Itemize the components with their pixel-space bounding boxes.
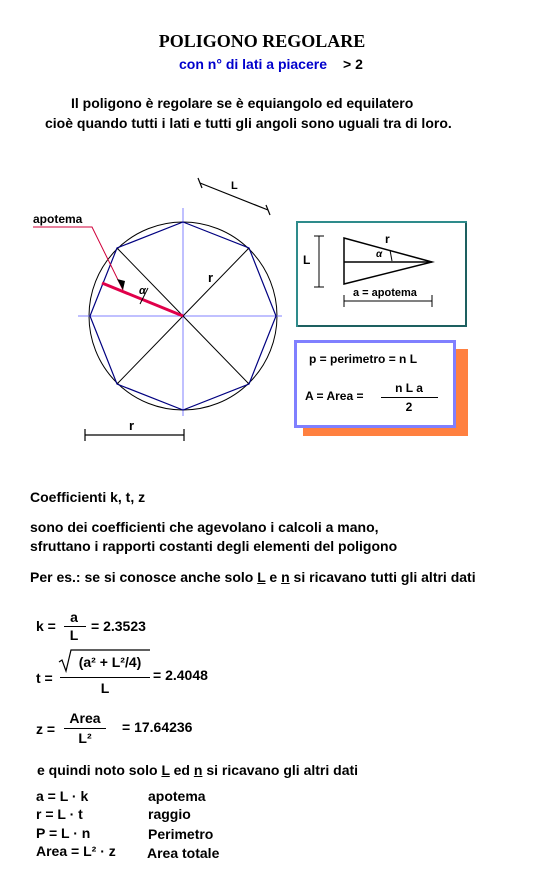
z-denominator: L² — [78, 730, 92, 746]
triangle-alpha-label: α — [376, 249, 383, 260]
page-title: POLIGONO REGOLARE — [158, 31, 366, 51]
area-formula-prefix: A = Area = — [305, 389, 364, 403]
t-value: = 2.4048 — [153, 667, 208, 683]
apotema-label: apotema — [33, 212, 83, 226]
area-formula-denominator: 2 — [405, 400, 413, 414]
conclusion-line: e quindi noto solo L ed n si ricavano gli altri dati — [37, 762, 359, 778]
t-fraction-line — [60, 677, 150, 678]
result-area-formula: Area = L² · z — [36, 843, 116, 859]
result-perimetro-formula: P = L · n — [36, 825, 91, 841]
alpha-label: α — [139, 285, 146, 297]
k-numerator: a — [70, 609, 78, 625]
subtitle-rest: > 2 — [343, 56, 363, 72]
radius-r-label: r — [208, 270, 214, 285]
result-apotema-name: apotema — [148, 788, 206, 804]
result-area-name: Area totale — [147, 845, 220, 861]
triangle-a-label: a = apotema — [353, 287, 417, 299]
radius-bottom-label: r — [129, 418, 135, 433]
z-fraction-line — [64, 728, 106, 729]
k-lhs: k = — [36, 618, 56, 634]
t-lhs: t = — [36, 670, 53, 686]
k-value: = 2.3523 — [91, 618, 146, 634]
t-denominator: L — [100, 680, 110, 696]
z-lhs: z = — [36, 721, 56, 737]
triangle-box — [294, 219, 470, 329]
subtitle-blue: con n° di lati a piacere — [179, 56, 327, 72]
description-line-1: sono dei coefficienti che agevolano i calcoli a mano, — [30, 519, 379, 535]
k-denominator: L — [69, 627, 79, 643]
example-line: Per es.: se si conosce anche solo L e n si ricavano tutti gli altri dati — [30, 569, 476, 585]
result-raggio-formula: r = L · t — [36, 806, 83, 822]
section-heading: Coefficienti k, t, z — [30, 489, 146, 505]
area-formula-fraction-line — [381, 397, 438, 398]
side-L-label: L — [231, 180, 238, 192]
apotema-leader — [33, 227, 123, 290]
intro-line-2: cioè quando tutti i lati e tutti gli angoli sono uguali tra di loro. — [45, 115, 452, 131]
intro-line-1: Il poligono è regolare se è equiangolo ed equilatero — [71, 95, 414, 111]
polygon-diagram — [0, 150, 300, 450]
description-line-2: sfruttano i rapporti costanti degli elementi del poligono — [30, 538, 398, 554]
result-perimetro-name: Perimetro — [148, 826, 214, 842]
result-raggio-name: raggio — [148, 806, 191, 822]
t-numerator: (a² + L²/4) — [78, 654, 142, 670]
area-formula-numerator: n L a — [395, 381, 423, 395]
z-numerator: Area — [69, 710, 101, 726]
triangle-r-label: r — [385, 232, 390, 246]
result-apotema-formula: a = L · k — [36, 788, 89, 804]
triangle-L-label: L — [303, 253, 311, 267]
perimeter-formula: p = perimetro = n L — [309, 352, 418, 366]
z-value: = 17.64236 — [122, 719, 193, 735]
